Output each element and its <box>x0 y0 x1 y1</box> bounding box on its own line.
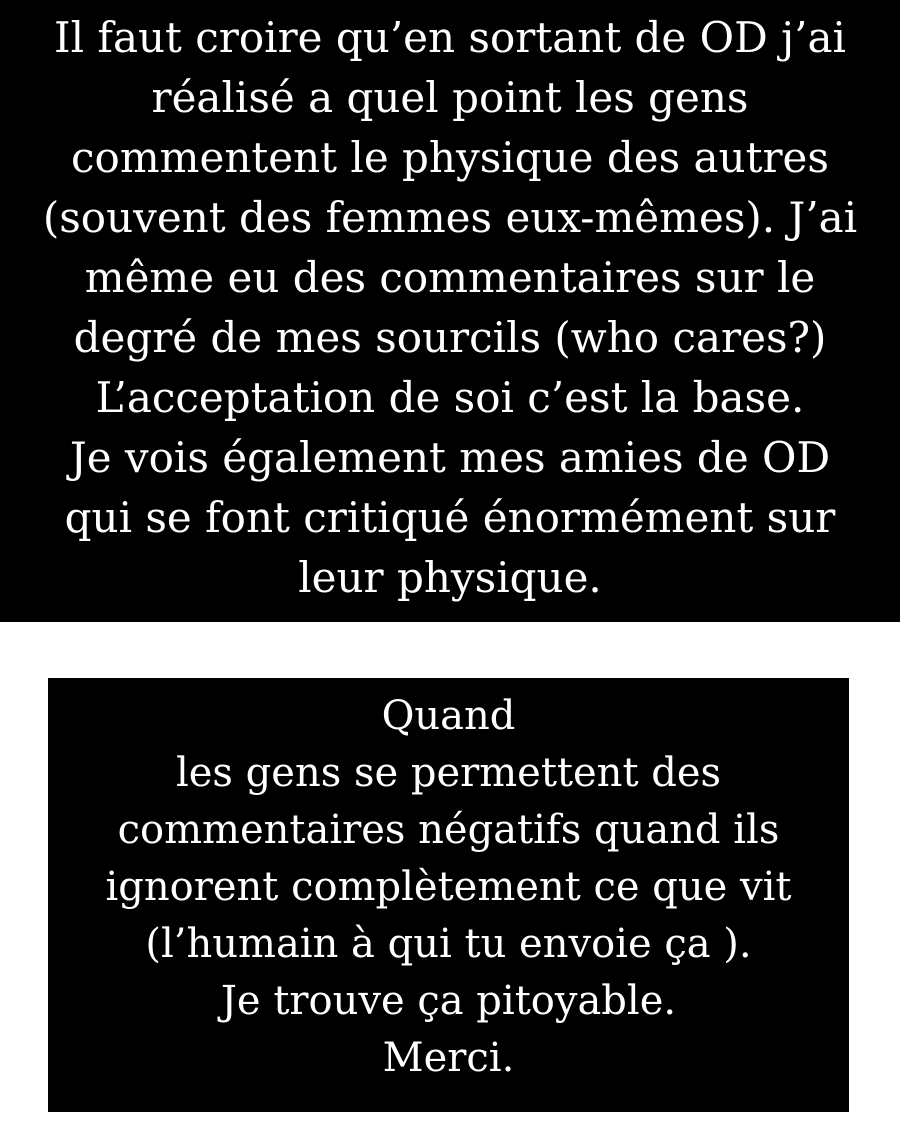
text-line: Merci. <box>382 1035 515 1081</box>
text-line: ignorent complètement ce que vit <box>105 864 792 910</box>
text-line: Quand <box>381 693 516 739</box>
text-line: Je trouve ça pitoyable. <box>220 978 677 1024</box>
text-line: (l’humain à qui tu envoie ça ). <box>145 921 752 967</box>
text-line: (souvent des femmes eux-mêmes). J’ai <box>42 193 858 242</box>
text-line: leur physique. <box>298 553 602 602</box>
story-text-block-bottom <box>48 678 849 1112</box>
text-line: réalisé a quel point les gens <box>151 73 749 122</box>
text-line: qui se font critiqué énormément sur <box>64 493 836 542</box>
text-line: commentaires négatifs quand ils <box>117 807 780 853</box>
text-line: L’acceptation de soi c’est la base. <box>95 373 805 422</box>
text-line: degré de mes sourcils (who cares?) <box>73 313 827 362</box>
text-line: même eu des commentaires sur le <box>84 253 816 302</box>
text-line: Je vois également mes amies de OD <box>69 433 831 482</box>
text-line: Il faut croire qu’en sortant de OD j’ai <box>54 13 846 62</box>
text-line: commentent le physique des autres <box>71 133 829 182</box>
text-line: les gens se permettent des <box>175 750 722 796</box>
